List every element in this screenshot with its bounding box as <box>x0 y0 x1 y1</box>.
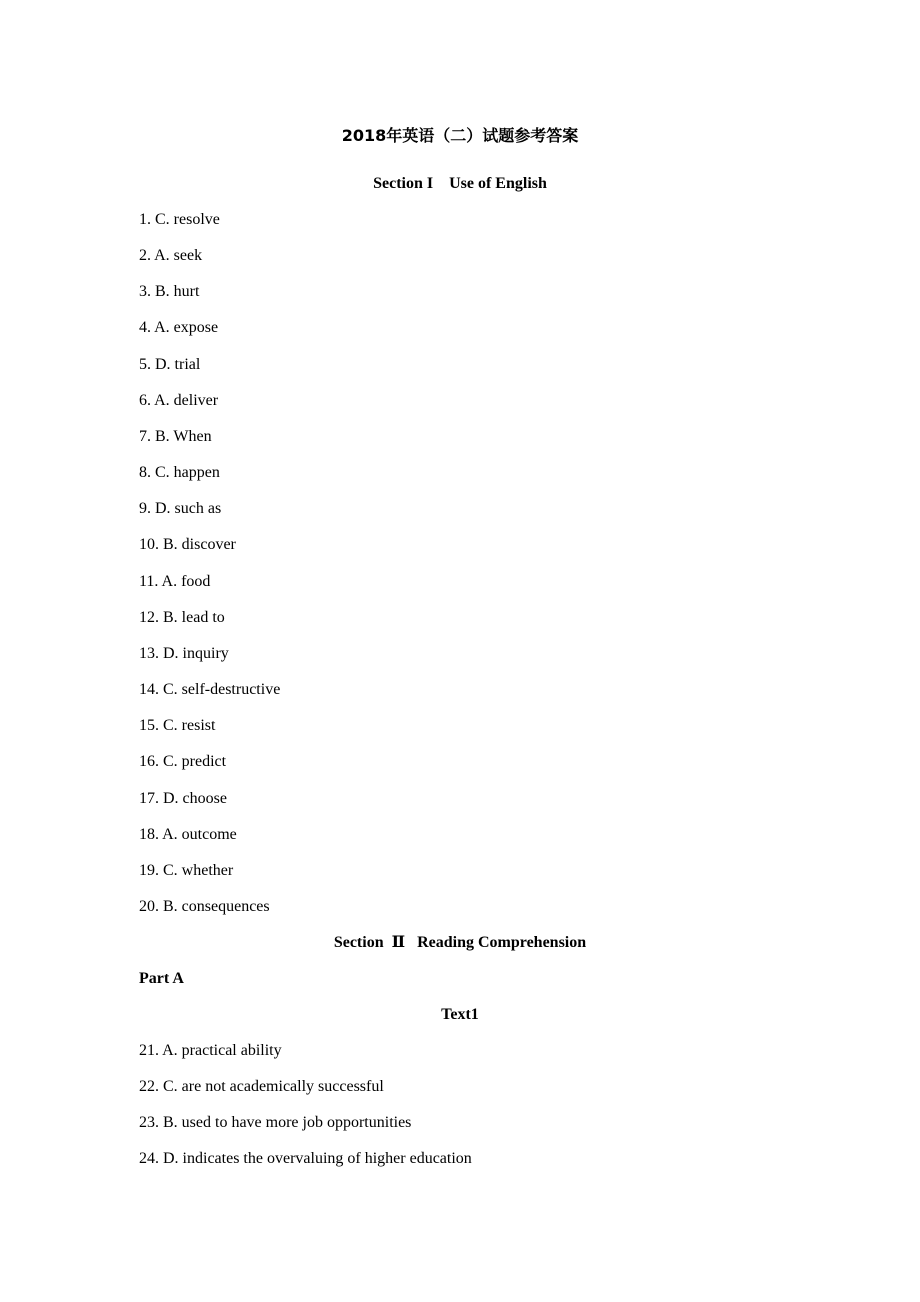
answer-item: 19. C. whether <box>139 861 234 879</box>
answer-item: 10. B. discover <box>139 536 236 554</box>
answer-item: 1. C. resolve <box>139 211 220 228</box>
answer-item: 14. C. self-destructive <box>139 681 281 699</box>
answer-item: 17. D. choose <box>139 789 227 807</box>
answer-item: 8. C. happen <box>139 464 220 482</box>
section-1-answer-list <box>139 209 280 932</box>
answer-item: 7. B. When <box>139 427 212 445</box>
answer-item: 20. B. consequences <box>139 897 270 915</box>
answer-item: 12. B. lead to <box>139 608 225 626</box>
answer-item: 16. C. predict <box>139 753 227 771</box>
part-a-heading: Part A <box>139 970 184 987</box>
answer-item: 9. D. such as <box>139 500 222 518</box>
answer-item: 13. D. inquiry <box>139 644 229 662</box>
text1-heading: Text1 <box>441 1006 479 1023</box>
answer-item: 6. A. deliver <box>139 391 219 409</box>
answer-item: 21. A. practical ability <box>139 1042 282 1059</box>
section-1-heading: Section I Use of English <box>373 175 547 192</box>
section-2-heading: Section Ⅱ Reading Comprehension <box>333 934 587 951</box>
answer-item: 22. C. are not academically successful <box>139 1078 384 1096</box>
answer-item: 2. A. seek <box>139 247 203 265</box>
answer-item: 11. A. food <box>139 572 211 590</box>
answer-item: 23. B. used to have more job opportunities <box>139 1114 412 1132</box>
page-title: 2018年英语（二）试题参考答案 <box>341 126 579 145</box>
answer-item: 3. B. hurt <box>139 283 200 301</box>
answer-item: 24. D. indicates the overvaluing of higher education <box>139 1150 472 1168</box>
answer-item: 18. A. outcome <box>139 825 237 843</box>
section-2-answer-list <box>139 1040 472 1185</box>
answer-item: 4. A. expose <box>139 319 219 337</box>
answer-item: 5. D. trial <box>139 355 201 373</box>
answer-item: 15. C. resist <box>139 717 216 735</box>
